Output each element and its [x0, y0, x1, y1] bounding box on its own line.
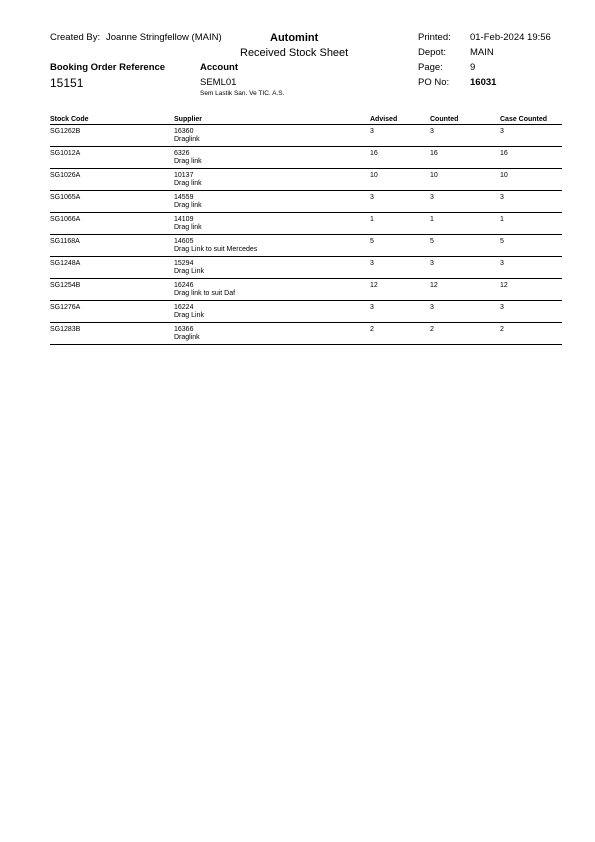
- table-row: [50, 213, 562, 235]
- table-row: [50, 169, 562, 191]
- col-supplier: Supplier: [174, 114, 370, 125]
- supplier-cell: [174, 301, 370, 323]
- created-by-value: Joanne Stringfellow (MAIN): [106, 32, 222, 43]
- supplier-code: 14559: [174, 194, 194, 201]
- supplier-cell: [174, 257, 370, 279]
- item-description: Drag link: [174, 158, 202, 165]
- stock-code: SG1248A: [50, 257, 174, 279]
- case-counted-qty: 2: [500, 323, 562, 345]
- depot-value: MAIN: [470, 47, 494, 58]
- printed-value: 01-Feb-2024 19:56: [470, 32, 551, 43]
- advised-qty: 3: [370, 125, 430, 147]
- table-header-row: [50, 114, 562, 125]
- account-code: SEML01: [200, 77, 237, 88]
- stock-code: SG1168A: [50, 235, 174, 257]
- advised-qty: 16: [370, 147, 430, 169]
- counted-qty: 3: [430, 191, 500, 213]
- stock-table: [50, 114, 562, 345]
- supplier-cell: [174, 169, 370, 191]
- stock-code: SG1026A: [50, 169, 174, 191]
- supplier-cell: [174, 125, 370, 147]
- item-description: Draglink: [174, 136, 200, 143]
- advised-qty: 10: [370, 169, 430, 191]
- counted-qty: 3: [430, 125, 500, 147]
- col-counted: Counted: [430, 114, 500, 125]
- document-title: Received Stock Sheet: [240, 47, 349, 59]
- po-number: 16031: [470, 77, 497, 88]
- depot-label: Depot:: [418, 47, 446, 58]
- supplier-cell: [174, 323, 370, 345]
- item-description: Drag link: [174, 224, 202, 231]
- col-case-counted: Case Counted: [500, 114, 562, 125]
- col-stock-code: Stock Code: [50, 114, 174, 125]
- supplier-cell: [174, 213, 370, 235]
- table-row: [50, 279, 562, 301]
- counted-qty: 12: [430, 279, 500, 301]
- advised-qty: 3: [370, 257, 430, 279]
- supplier-code: 6326: [174, 150, 190, 157]
- table-row: [50, 257, 562, 279]
- item-description: Drag Link: [174, 312, 204, 319]
- advised-qty: 1: [370, 213, 430, 235]
- supplier-cell: [174, 279, 370, 301]
- supplier-code: 14605: [174, 238, 194, 245]
- table-row: [50, 125, 562, 147]
- counted-qty: 3: [430, 301, 500, 323]
- stock-code: SG1283B: [50, 323, 174, 345]
- case-counted-qty: 1: [500, 213, 562, 235]
- case-counted-qty: 12: [500, 279, 562, 301]
- item-description: Drag link: [174, 180, 202, 187]
- counted-qty: 2: [430, 323, 500, 345]
- account-name: Sem Lastik San. Ve TIC. A.S.: [200, 90, 285, 97]
- account-label: Account: [200, 62, 238, 73]
- booking-ref-label: Booking Order Reference: [50, 62, 166, 73]
- supplier-code: 10137: [174, 172, 194, 179]
- table-row: [50, 235, 562, 257]
- supplier-code: 16246: [174, 282, 194, 289]
- advised-qty: 3: [370, 301, 430, 323]
- supplier-code: 15294: [174, 260, 194, 267]
- stock-code: SG1066A: [50, 213, 174, 235]
- created-by-label: Created By:: [50, 32, 101, 43]
- case-counted-qty: 10: [500, 169, 562, 191]
- counted-qty: 10: [430, 169, 500, 191]
- advised-qty: 5: [370, 235, 430, 257]
- stock-code: SG1065A: [50, 191, 174, 213]
- booking-ref-value: 15151: [50, 76, 84, 90]
- case-counted-qty: 3: [500, 125, 562, 147]
- page-label: Page:: [418, 62, 443, 73]
- item-description: Drag Link: [174, 268, 204, 275]
- counted-qty: 3: [430, 257, 500, 279]
- counted-qty: 1: [430, 213, 500, 235]
- table-row: [50, 147, 562, 169]
- advised-qty: 12: [370, 279, 430, 301]
- stock-code: SG1276A: [50, 301, 174, 323]
- item-description: Draglink: [174, 334, 200, 341]
- case-counted-qty: 3: [500, 301, 562, 323]
- supplier-code: 16360: [174, 128, 194, 135]
- stock-code: SG1254B: [50, 279, 174, 301]
- printed-label: Printed:: [418, 32, 451, 43]
- case-counted-qty: 5: [500, 235, 562, 257]
- advised-qty: 2: [370, 323, 430, 345]
- stock-code: SG1012A: [50, 147, 174, 169]
- counted-qty: 5: [430, 235, 500, 257]
- supplier-code: 16366: [174, 326, 194, 333]
- advised-qty: 3: [370, 191, 430, 213]
- supplier-cell: [174, 235, 370, 257]
- supplier-cell: [174, 191, 370, 213]
- table-row: [50, 323, 562, 345]
- supplier-cell: [174, 147, 370, 169]
- supplier-code: 16224: [174, 304, 194, 311]
- supplier-code: 14109: [174, 216, 194, 223]
- col-advised: Advised: [370, 114, 430, 125]
- counted-qty: 16: [430, 147, 500, 169]
- table-row: [50, 301, 562, 323]
- case-counted-qty: 16: [500, 147, 562, 169]
- page-number: 9: [470, 62, 476, 73]
- item-description: Drag link to suit Daf: [174, 290, 236, 297]
- case-counted-qty: 3: [500, 191, 562, 213]
- table-row: [50, 191, 562, 213]
- case-counted-qty: 3: [500, 257, 562, 279]
- item-description: Drag Link to suit Mercedes: [174, 246, 258, 253]
- po-label: PO No:: [418, 77, 450, 88]
- company-name: Automint: [270, 32, 319, 44]
- stock-code: SG1262B: [50, 125, 174, 147]
- item-description: Drag link: [174, 202, 202, 209]
